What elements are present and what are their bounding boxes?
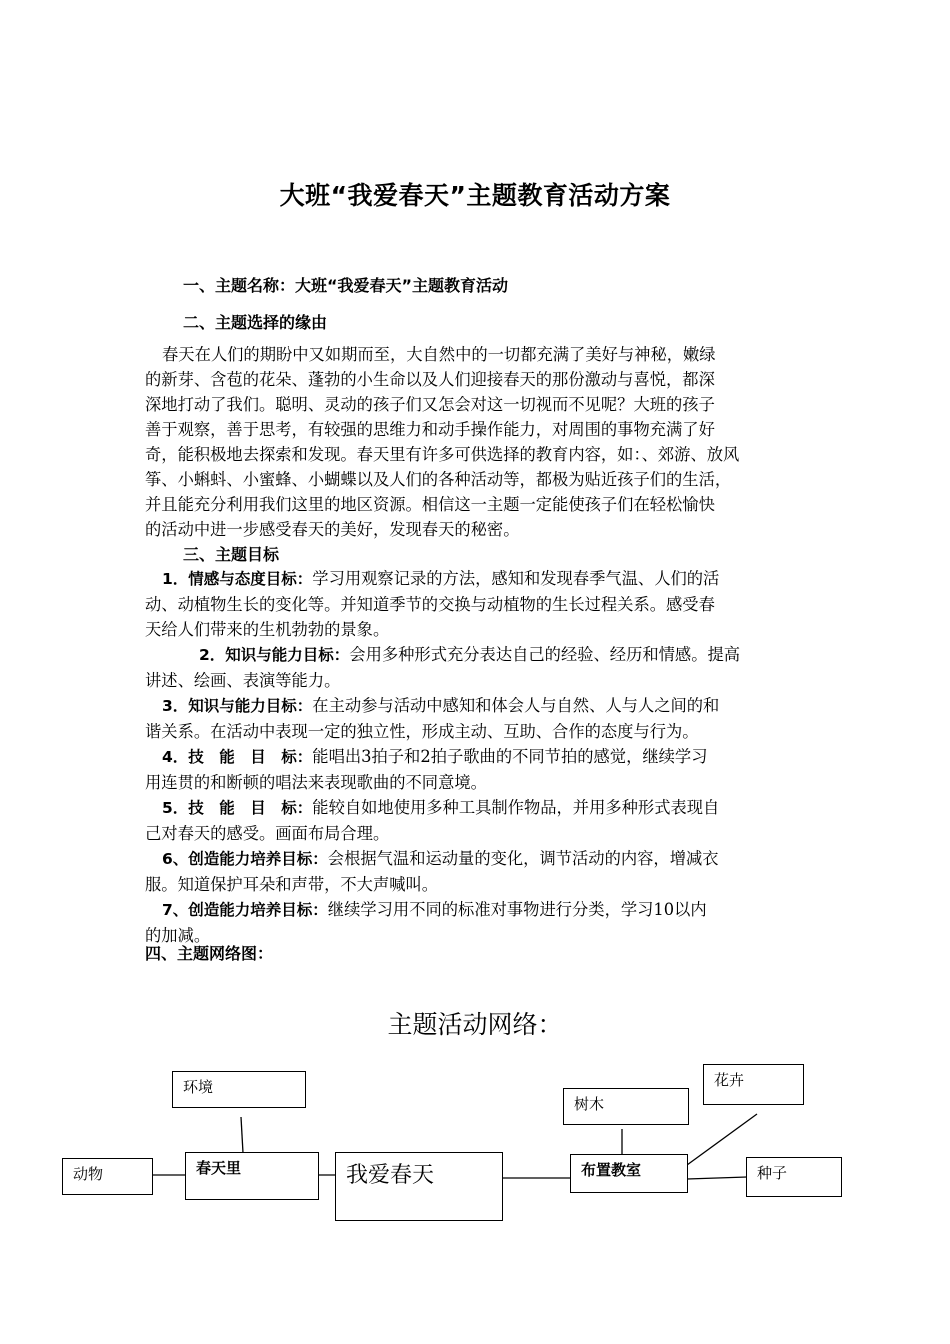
goal-label: 4．技 能 目 标： [162,748,313,766]
goal-text: 继续学习用不同的标准对事物进行分类，学习10以内 [327,900,707,919]
node-center-woaichuntian [335,1152,503,1221]
reason-line: 深地打动了我们。聪明、灵动的孩子们又怎会对这一切视而不见呢？大班的孩子 [145,395,715,414]
section-heading-4: 四、主题网络图： [145,944,274,963]
goal-text: 己对春天的感受。画面布局合理。 [145,824,390,843]
node-label: 我爱春天 [346,1163,435,1188]
node-zhongzi [746,1157,842,1197]
reason-line: 奇，能积极地去探索和发现。春天里有许多可供选择的教育内容，如：、郊游、放风 [145,445,740,464]
goal-text: 能唱出3拍子和2拍子歌曲的不同节拍的感觉，继续学习 [312,747,708,766]
reason-line: 并且能充分利用我们这里的地区资源。相信这一主题一定能使孩子们在轻松愉快 [145,495,715,514]
goal-text: 动、动植物生长的变化等。并知道季节的交换与动植物的生长过程关系。感受春 [145,595,715,614]
goal-label: 1．情感与态度目标： [162,570,313,588]
node-huahui [703,1064,804,1105]
goal-text: 天给人们带来的生机勃勃的景象。 [145,620,390,639]
node-label: 花卉 [714,1071,745,1089]
node-dongwu [62,1158,153,1195]
section-heading-3: 三、主题目标 [183,545,280,564]
node-label: 种子 [757,1164,788,1182]
network-title: 主题活动网络： [387,1010,563,1039]
node-label: 环境 [183,1078,214,1096]
reason-line: 的新芽、含苞的花朵、蓬勃的小生命以及人们迎接春天的那份激动与喜悦，都深 [145,370,715,389]
node-huanjing [172,1071,306,1108]
goal-text: 服。知道保护耳朵和声带，不大声喊叫。 [145,875,439,894]
connector-line [241,1117,243,1153]
goal-text: 在主动参与活动中感知和体会人与自然、人与人之间的和 [312,696,720,715]
node-chuntianli [185,1152,319,1200]
document-title: 大班“我爱春天”主题教育活动方案 [279,181,671,210]
goal-text: 学习用观察记录的方法，感知和发现春季气温、人们的活 [312,569,720,588]
node-buzhijiaoshi [570,1154,688,1193]
reason-line: 的活动中进一步感受春天的美好，发现春天的秘密。 [145,520,520,539]
goal-text: 会根据气温和运动量的变化，调节活动的内容，增减衣 [327,849,719,868]
goal-text: 能较自如地使用多种工具制作物品，并用多种形式表现自 [312,798,720,817]
reason-line: 筝、小蝌蚪、小蜜蜂、小蝴蝶以及人们的各种活动等，都极为贴近孩子们的生活， [145,470,732,489]
goal-text: 谐关系。在活动中表现一定的独立性，形成主动、互助、合作的态度与行为。 [145,722,699,741]
reason-line: 春天在人们的期盼中又如期而至，大自然中的一切都充满了美好与神秘，嫩绿 [162,345,716,364]
section-heading-2: 二、主题选择的缘由 [183,313,328,332]
node-shumu [563,1088,689,1125]
goal-text: 会用多种形式充分表达自己的经验、经历和情感。提高 [349,645,741,664]
goal-label: 2．知识与能力目标： [199,646,350,664]
connector-line [687,1177,747,1179]
goal-text: 讲述、绘画、表演等能力。 [145,671,341,690]
goal-label: 7、创造能力培养目标： [162,901,328,919]
goal-label: 3．知识与能力目标： [162,697,313,715]
reason-line: 善于观察，善于思考，有较强的思维力和动手操作能力，对周围的事物充满了好 [145,420,715,439]
goal-label: 5．技 能 目 标： [162,799,313,817]
node-label: 动物 [73,1165,104,1183]
node-label: 树木 [574,1095,605,1113]
goal-text: 用连贯的和断顿的唱法来表现歌曲的不同意境。 [145,773,487,792]
section-heading-1: 一、主题名称：大班“我爱春天”主题教育活动 [183,276,509,295]
goal-label: 6、创造能力培养目标： [162,850,328,868]
node-label: 春天里 [196,1159,242,1177]
node-label: 布置教室 [581,1161,642,1179]
goal-text: 的加减。 [145,926,211,945]
